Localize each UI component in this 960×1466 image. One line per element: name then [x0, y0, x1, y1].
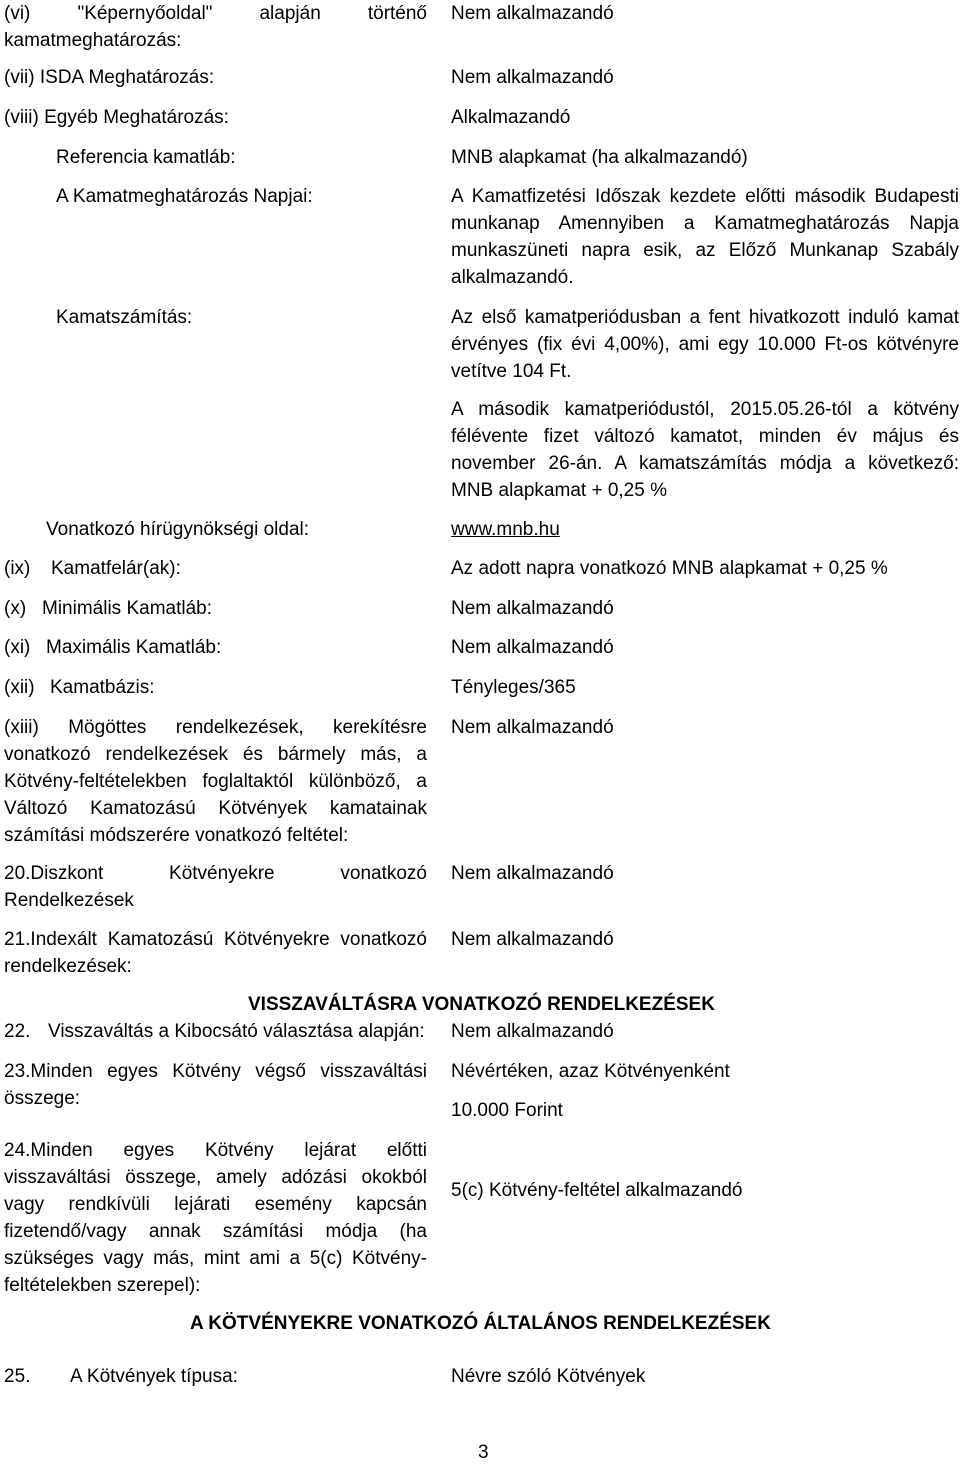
- row-xii-number: (xii): [4, 677, 35, 698]
- row-xii-label: Kamatbázis:: [50, 677, 155, 698]
- section-22-number: 22.: [4, 1021, 31, 1042]
- row-x-value: Nem alkalmazandó: [451, 598, 614, 619]
- section-23-label: 23.Minden egyes Kötvény végső visszaváltási összege:: [4, 1061, 427, 1109]
- section-23-value-2: 10.000 Forint: [451, 1100, 563, 1121]
- section-25-label: A Kötvények típusa:: [70, 1366, 238, 1387]
- ref-rate-label: Referencia kamatláb:: [56, 147, 236, 168]
- interest-calc-value-1: Az első kamatperiódusban a fent hivatkozott induló kamat érvényes (fix évi 4,00%), ami egy 10.000 Ft-os kötvényre vetítve 104 Ft.: [451, 307, 959, 382]
- interest-calc-label: Kamatszámítás:: [56, 307, 193, 328]
- row-vii-label: (vii) ISDA Meghatározás:: [4, 67, 215, 88]
- determination-days-value: A Kamatfizetési Időszak kezdete előtti második Budapesti munkanap Amennyiben a Kamatmeghatározás Napja munkaszüneti napra esik, az Előző Munkanap Szabály alkalmazandó.: [451, 186, 959, 288]
- row-xi-number: (xi): [4, 637, 31, 658]
- row-xi-label: Maximális Kamatláb:: [46, 637, 222, 658]
- news-agency-label: Vonatkozó hírügynökségi oldal:: [46, 519, 310, 540]
- redemption-heading: VISSZAVÁLTÁSRA VONATKOZÓ RENDELKEZÉSEK: [248, 994, 715, 1015]
- row-xii-value: Tényleges/365: [451, 677, 576, 698]
- row-ix-value: Az adott napra vonatkozó MNB alapkamat + 0,25 %: [451, 558, 888, 579]
- row-x-number: (x): [4, 598, 27, 619]
- section-20-label: 20.Diszkont Kötvényekre vonatkozó Rendelkezések: [4, 863, 427, 911]
- section-25-number: 25.: [4, 1366, 31, 1387]
- row-ix-label: Kamatfelár(ak):: [51, 558, 181, 579]
- interest-calc-value-2: A második kamatperiódustól, 2015.05.26-tól a kötvény félévente fizet változó kamatot, minden év május és november 26-án. A kamatszámítás módja a következő: MNB alapkamat + 0,25 %: [451, 399, 959, 501]
- ref-rate-value: MNB alapkamat (ha alkalmazandó): [451, 147, 748, 168]
- row-xiii-label: (xiii) Mögöttes rendelkezések, kerekítésre vonatkozó rendelkezések és bármely más, a Kötvény-feltételekben foglaltaktól különböző, a Változó Kamatozású Kötvények kamatainak számítási módszerére vonatkozó feltétel:: [4, 717, 427, 846]
- row-vii-value: Nem alkalmazandó: [451, 67, 614, 88]
- page-number: 3: [478, 1442, 489, 1463]
- section-23-value-1: Névértéken, azaz Kötvényenként: [451, 1061, 730, 1082]
- section-25-value: Névre szóló Kötvények: [451, 1366, 646, 1387]
- section-24-label: 24.Minden egyes Kötvény lejárat előtti visszaváltási összege, amely adózási okokból vagy rendkívüli lejárati esemény kapcsán fizetendő/vagy annak számítási módja (ha szükséges vagy más, mint ami a 5(c) Kötvény-feltételekben szerepel):: [4, 1140, 427, 1296]
- row-viii-label: (viii) Egyéb Meghatározás:: [4, 107, 229, 128]
- section-24-value: 5(c) Kötvény-feltétel alkalmazandó: [451, 1180, 743, 1201]
- row-ix-number: (ix): [4, 558, 31, 579]
- row-xiii-value: Nem alkalmazandó: [451, 717, 614, 738]
- row-x-label: Minimális Kamatláb:: [42, 598, 212, 619]
- section-20-value: Nem alkalmazandó: [451, 863, 614, 884]
- row-viii-value: Alkalmazandó: [451, 107, 571, 128]
- section-21-value: Nem alkalmazandó: [451, 929, 614, 950]
- section-21-label: 21.Indexált Kamatozású Kötvényekre vonatkozó rendelkezések:: [4, 929, 427, 977]
- row-vi-value: Nem alkalmazandó: [451, 3, 614, 24]
- determination-days-label: A Kamatmeghatározás Napjai:: [56, 186, 313, 207]
- row-vi-label: (vi) "Képernyőoldal" alapján történő kamatmeghatározás:: [4, 3, 427, 51]
- section-22-label: Visszaváltás a Kibocsátó választása alapján:: [48, 1021, 425, 1042]
- section-22-value: Nem alkalmazandó: [451, 1021, 614, 1042]
- general-provisions-heading: A KÖTVÉNYEKRE VONATKOZÓ ÁLTALÁNOS RENDELKEZÉSEK: [190, 1313, 771, 1334]
- mnb-link[interactable]: www.mnb.hu: [451, 519, 560, 540]
- row-xi-value: Nem alkalmazandó: [451, 637, 614, 658]
